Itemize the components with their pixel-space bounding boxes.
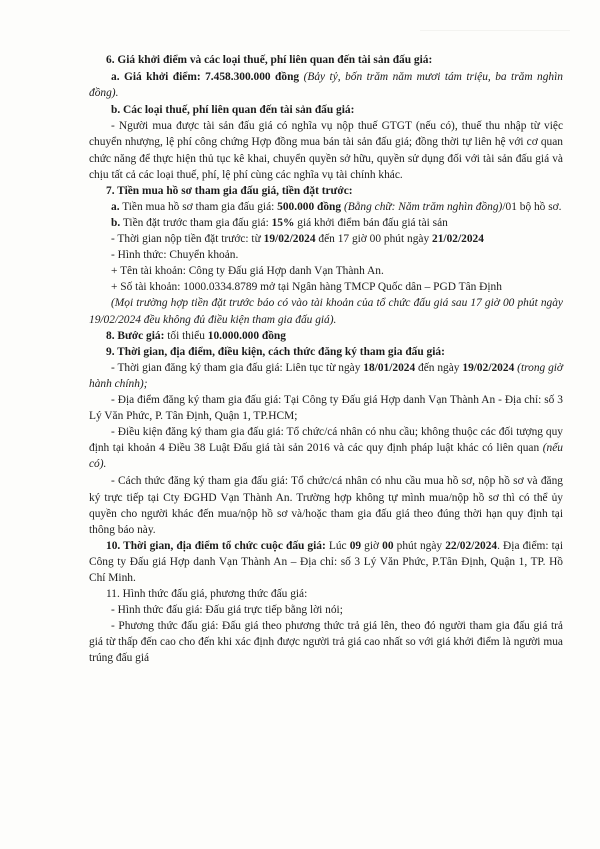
section-7a-prefix: a. [111,200,120,213]
section-7a [89,199,563,215]
section-10 [89,538,563,586]
auction-form: - Hình thức đấu giá: Đấu giá trực tiếp bằng lời nói; [111,604,343,617]
account-name: + Tên tài khoản: Công ty Đấu giá Hợp danh Vạn Thành An. [111,265,384,278]
section-7-title: 7. Tiền mua hồ sơ tham gia đấu giá, tiền đặt trước: [106,184,353,197]
dossier-fee-words: (Bằng chữ: Năm trăm nghìn đồng) [343,200,503,213]
registration-time-note: (trong giờ hành chính); [89,361,564,390]
section-6a [89,69,563,101]
deposit-to-date: 21/02/2024 [432,233,484,246]
auction-method: - Phương thức đấu giá: Đấu giá theo phương thức trả giá lên, theo đó người tham gia đấu giá trả giá từ thấp đến cao cho đến khi xác định được người trả giá cao nhất so với giá khởi điểm là người mua trúng đấu giá [89,620,563,665]
section-6b-text: - Người mua được tài sản đấu giá có nghĩa vụ nộp thuế GTGT (nếu có), thuế thu nhập từ việc chuyển nhượng, lệ phí công chứng Hợp đồng mua bán tài sản đấu giá; đồng thời tự liên hệ với cơ quan chức năng để thực hiện thủ tục kê khai, chuyển quyền sở hữu, quyền sử dụng đối với tài sản đấu giá và chịu tất cả các loại thuế, phí, lệ phí cùng các nghĩa vụ tài chính khác. [89,120,563,181]
registration-to-date: 19/02/2024 [462,361,515,374]
registration-from-date: 18/01/2024 [363,361,416,374]
document-body [89,52,563,667]
deposit-method: - Hình thức: Chuyển khoản. [111,249,239,262]
auction-hour: 09 [349,539,362,552]
auction-minute: 00 [382,539,394,552]
starting-price-words: (Bảy tỷ, bốn trăm năm mươi tám triệu, ba trăm nghìn đồng). [89,71,563,100]
registration-time [89,360,563,392]
section-11-title: 11. Hình thức đấu giá, phương thức đấu giá: [106,588,308,601]
auction-time-label: 10. Thời gian, địa điểm tổ chức cuộc đấu giá: [106,539,326,552]
deposit-time-text: - Thời gian nộp tiền đặt trước: từ [111,233,261,246]
deposit-percent: 15% [271,216,295,229]
section-7a-text: Tiền mua hồ sơ tham gia đấu giá: [122,200,275,213]
auction-time-t1: Lúc [328,539,347,552]
auction-place: . Địa điểm: tại Công ty Đấu giá Hợp danh Vạn Thành An – Địa chỉ: số 3 Lý Văn Phức, P.Tân Định, Quận 1, TP. Hồ Chí Minh. [89,539,563,584]
section-6-title: 6. Giá khởi điểm và các loại thuế, phí liên quan đến tài sản đấu giá: [106,54,433,66]
bid-step-label: 8. Bước giá: [106,329,165,342]
registration-conditions-note: (nếu có). [89,442,563,471]
section-6b-title: b. Các loại thuế, phí liên quan đến tài sản đấu giá: [111,104,355,117]
bleed-through-header [420,30,570,45]
section-8 [89,328,563,344]
auction-date: 22/02/2024 [445,539,498,552]
registration-time-text: - Thời gian đăng ký tham gia đấu giá: Liên tục từ ngày [111,361,361,374]
registration-method: - Cách thức đăng ký tham gia đấu giá: Tổ chức/cá nhân có nhu cầu mua hồ sơ, nộp hồ sơ và đăng ký trực tiếp tại Cty ĐGHD Vạn Thành An. Trường hợp không tự mình mua/nộp hồ sơ thì có thể ủy quyền cho người khác đến mua/nộp hồ sơ và/hoặc tham gia đấu giá theo đúng thời hạn quy định tại thông báo này. [89,475,563,536]
deposit-time-mid: đến 17 giờ 00 phút ngày [318,233,430,246]
section-7a-suffix: /01 bộ hồ sơ. [502,200,562,213]
dossier-fee-amount: 500.000 đồng [277,200,342,213]
auction-time-t2: giờ [364,539,380,552]
starting-price-label: a. Giá khởi điểm: 7.458.300.000 đồng [111,71,300,84]
deposit-note: (Mọi trường hợp tiền đặt trước báo có vào tài khoản của tổ chức đấu giá sau 17 giờ 00 phút ngày 19/02/2024 đều không đủ điều kiện tham gia đấu giá). [89,297,563,326]
deposit-time [89,231,563,247]
bid-step-amount: 10.000.000 đồng [207,329,286,342]
registration-conditions-text: - Điều kiện đăng ký tham gia đấu giá: Tổ chức/cá nhân có nhu cầu; không thuộc các đối tượng quy định tại khoản 4 Điều 38 Luật Đấu giá tài sản 2016 và các quy định pháp luật khác có liên quan [89,426,563,455]
section-7b-prefix: b. [111,216,121,229]
registration-conditions [89,424,563,472]
account-number: + Số tài khoản: 1000.0334.8789 mở tại Ngân hàng TMCP Quốc dân – PGD Tân Định [111,281,502,294]
section-7b [89,215,563,231]
bid-step-text: tối thiểu [167,329,205,342]
section-9-title: 9. Thời gian, địa điểm, điều kiện, cách thức đăng ký tham gia đấu giá: [106,345,445,358]
registration-place: - Địa điểm đăng ký tham gia đấu giá: Tại Công ty Đấu giá Hợp danh Vạn Thành An - Địa chỉ: số 3 Lý Văn Phức, P. Tân Định, Quận 1, TP.HCM; [89,393,563,423]
registration-time-mid: đến ngày [418,361,460,374]
section-7b-text1: Tiền đặt trước tham gia đấu giá: [122,216,269,229]
section-7b-text2: giá khởi điểm bán đấu giá tài sản [297,216,448,229]
auction-time-t3: phút ngày [396,539,443,552]
deposit-from-date: 19/02/2024 [263,233,316,246]
